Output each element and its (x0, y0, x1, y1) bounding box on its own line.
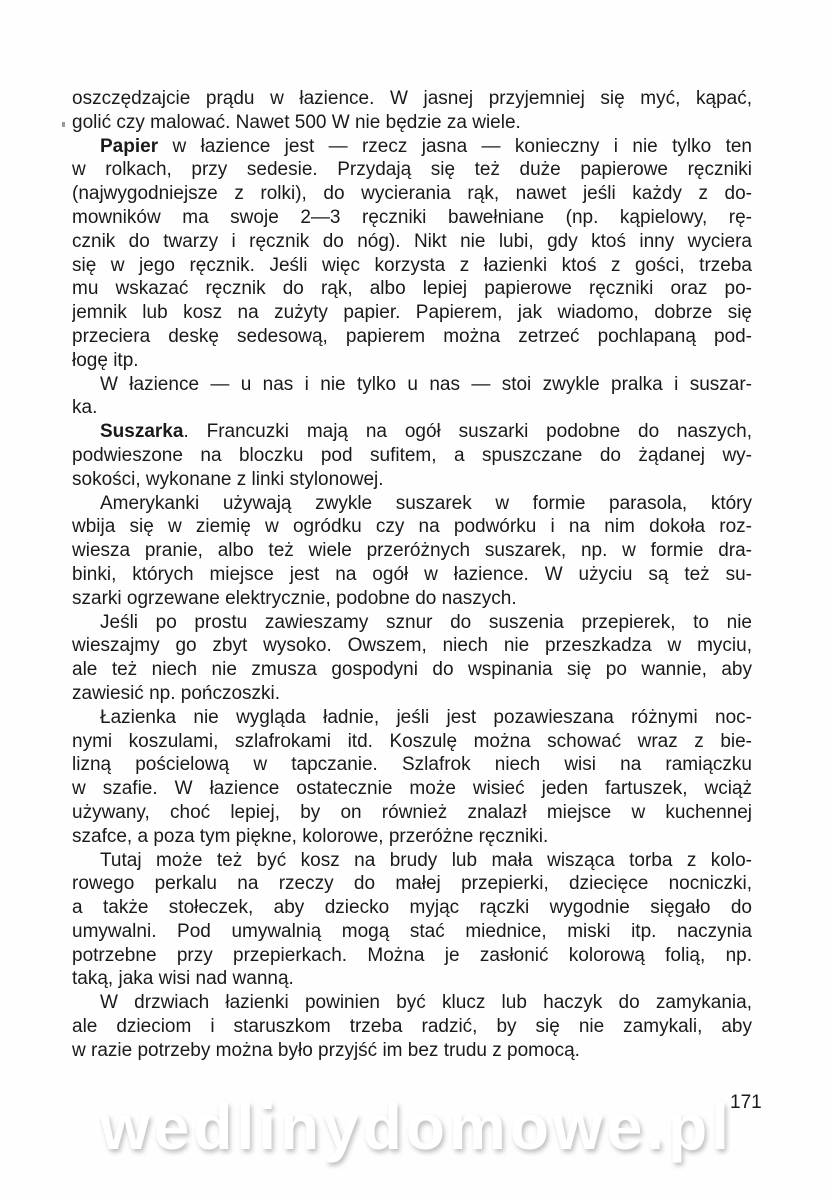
line-text: lizną pościelową w tapczanie. Szlafrok niech wisi na ramiączku (72, 754, 752, 776)
line-text: w łazience jest — rzecz jasna — konieczny i nie tylko ten (158, 135, 752, 157)
line-text: ale dzieciom i staruszkom trzeba radzić, by się nie zamykali, aby (72, 1016, 752, 1038)
text-line (72, 396, 752, 420)
text-line (72, 706, 752, 730)
text-line (72, 515, 752, 539)
line-text: Łazienka nie wygląda ładnie, jeśli jest pozawieszana różnymi noc- (100, 706, 752, 728)
text-line (72, 87, 752, 111)
scan-speck (62, 122, 65, 127)
line-text: wieszajmy go zbyt wysoko. Owszem, niech nie przeszkadza w myciu, (72, 635, 752, 657)
text-line (72, 492, 752, 516)
line-text: (najwygodniejsze z rolki), do wycierania rąk, nawet jeśli każdy z do- (72, 183, 752, 205)
line-text: taką, jaka wisi nad wanną. (72, 968, 294, 990)
text-line (72, 1039, 752, 1063)
text-line (72, 634, 752, 658)
text-line (72, 682, 752, 706)
line-text: a także stołeczek, aby dziecko myjąc rączki wygodnie sięgało do (72, 897, 752, 919)
watermark: wedlinydomowe.pl (100, 1091, 733, 1163)
line-text: umywalni. Pod umywalnią mogą stać miednice, miski itp. naczynia (72, 920, 752, 942)
text-line (72, 158, 752, 182)
text-line (72, 1015, 752, 1039)
text-line (72, 611, 752, 635)
text-line (72, 182, 752, 206)
text-line (72, 254, 752, 278)
text-line (72, 896, 752, 920)
text-line (72, 373, 752, 397)
text-line (72, 230, 752, 254)
line-text: wiesza pranie, albo też wiele przeróżnych suszarek, np. w formie dra- (72, 540, 752, 562)
text-line (72, 301, 752, 325)
text-line (72, 753, 752, 777)
text-line (72, 658, 752, 682)
text-line (72, 587, 752, 611)
text-line (72, 849, 752, 873)
line-text: w razie potrzeby można było przyjść im bez trudu z pomocą. (72, 1039, 580, 1061)
text-line (72, 349, 752, 373)
line-text: rowego perkalu na rzeczy do małej przepierki, dziecięce nocniczki, (72, 873, 752, 895)
line-text: golić czy malować. Nawet 500 W nie będzie za wiele. (72, 111, 521, 133)
text-line (72, 277, 752, 301)
line-text: Amerykanki używają zwykle suszarek w formie parasola, który (100, 492, 752, 514)
line-text: Jeśli po prostu zawieszamy sznur do suszenia przepierek, to nie (100, 611, 752, 633)
text-line (72, 444, 752, 468)
line-text: cznik do twarzy i ręcznik do nóg). Nikt nie lubi, gdy ktoś inny wyciera (72, 230, 752, 252)
text-line (72, 920, 752, 944)
text-line (72, 135, 752, 159)
text-line (72, 420, 752, 444)
bold-term: Papier (100, 135, 159, 157)
text-line (72, 468, 752, 492)
line-text: się w jego ręcznik. Jeśli więc korzysta z łazienki ktoś z gości, trzeba (72, 254, 752, 276)
text-line (72, 563, 752, 587)
line-text: W drzwiach łazienki powinien być klucz lub haczyk do zamykania, (100, 992, 752, 1014)
line-text: w szafie. W łazience ostatecznie może wisieć jeden fartuszek, wciąż (72, 778, 752, 800)
text-line (72, 944, 752, 968)
bold-term: Suszarka (100, 421, 184, 443)
line-text: mu wskazać ręcznik do rąk, albo lepiej papierowe ręczniki oraz po- (72, 278, 752, 300)
line-text: jemnik lub kosz na zużyty papier. Papierem, jak wiadomo, dobrze się (72, 302, 752, 324)
text-line (72, 872, 752, 896)
text-line (72, 967, 752, 991)
line-text: potrzebne przy przepierkach. Można je zasłonić kolorową folią, np. (72, 944, 752, 966)
line-text: przeciera deskę sedesową, papierem można zetrzeć pochlapaną pod- (72, 325, 752, 347)
text-line (72, 730, 752, 754)
line-text: mowników ma swoje 2—3 ręczniki bawełniane (np. kąpielowy, rę- (72, 206, 752, 228)
text-line (72, 777, 752, 801)
line-text: wbija się w ziemię w ogródku czy na podwórku i na nim dokoła roz- (72, 516, 752, 538)
line-text: ale też niech nie zmusza gospodyni do wspinania się po wannie, aby (72, 659, 752, 681)
text-line (72, 991, 752, 1015)
line-text: W łazience — u nas i nie tylko u nas — stoi zwykle pralka i suszar- (100, 373, 752, 395)
text-line (72, 825, 752, 849)
line-text: szarki ogrzewane elektrycznie, podobne do naszych. (72, 587, 517, 609)
text-line (72, 325, 752, 349)
text-line (72, 111, 752, 135)
line-text: oszczędzajcie prądu w łazience. W jasnej przyjemniej się myć, kąpać, (72, 88, 752, 109)
page-number: 171 (730, 1092, 762, 1113)
line-text: sokości, wykonane z linki stylonowej. (72, 468, 384, 490)
line-text: zawiesić np. pończoszki. (72, 682, 281, 704)
line-text: szafce, a poza tym piękne, kolorowe, przeróżne ręczniki. (72, 825, 549, 847)
line-text: Tutaj może też być kosz na brudy lub mała wisząca torba z kolo- (100, 849, 752, 871)
line-text: . Francuzki mają na ogół suszarki podobne do naszych, (183, 421, 752, 443)
line-text: podwieszone na bloczku pod sufitem, a spuszczane do żądanej wy- (72, 444, 752, 466)
text-line (72, 539, 752, 563)
line-text: łogę itp. (72, 349, 139, 371)
text-line (72, 801, 752, 825)
line-text: ka. (72, 397, 98, 419)
body-text (72, 87, 752, 1063)
line-text: nymi koszulami, szlafrokami itd. Koszulę można schować wraz z bie- (72, 730, 752, 752)
text-line (72, 206, 752, 230)
line-text: używany, choć lepiej, by on również znalazł miejsce w kuchennej (72, 801, 752, 823)
line-text: binki, których miejsce jest na ogół w łazience. W użyciu są też su- (72, 563, 752, 585)
line-text: w rolkach, przy sedesie. Przydają się też duże papierowe ręczniki (72, 159, 752, 181)
